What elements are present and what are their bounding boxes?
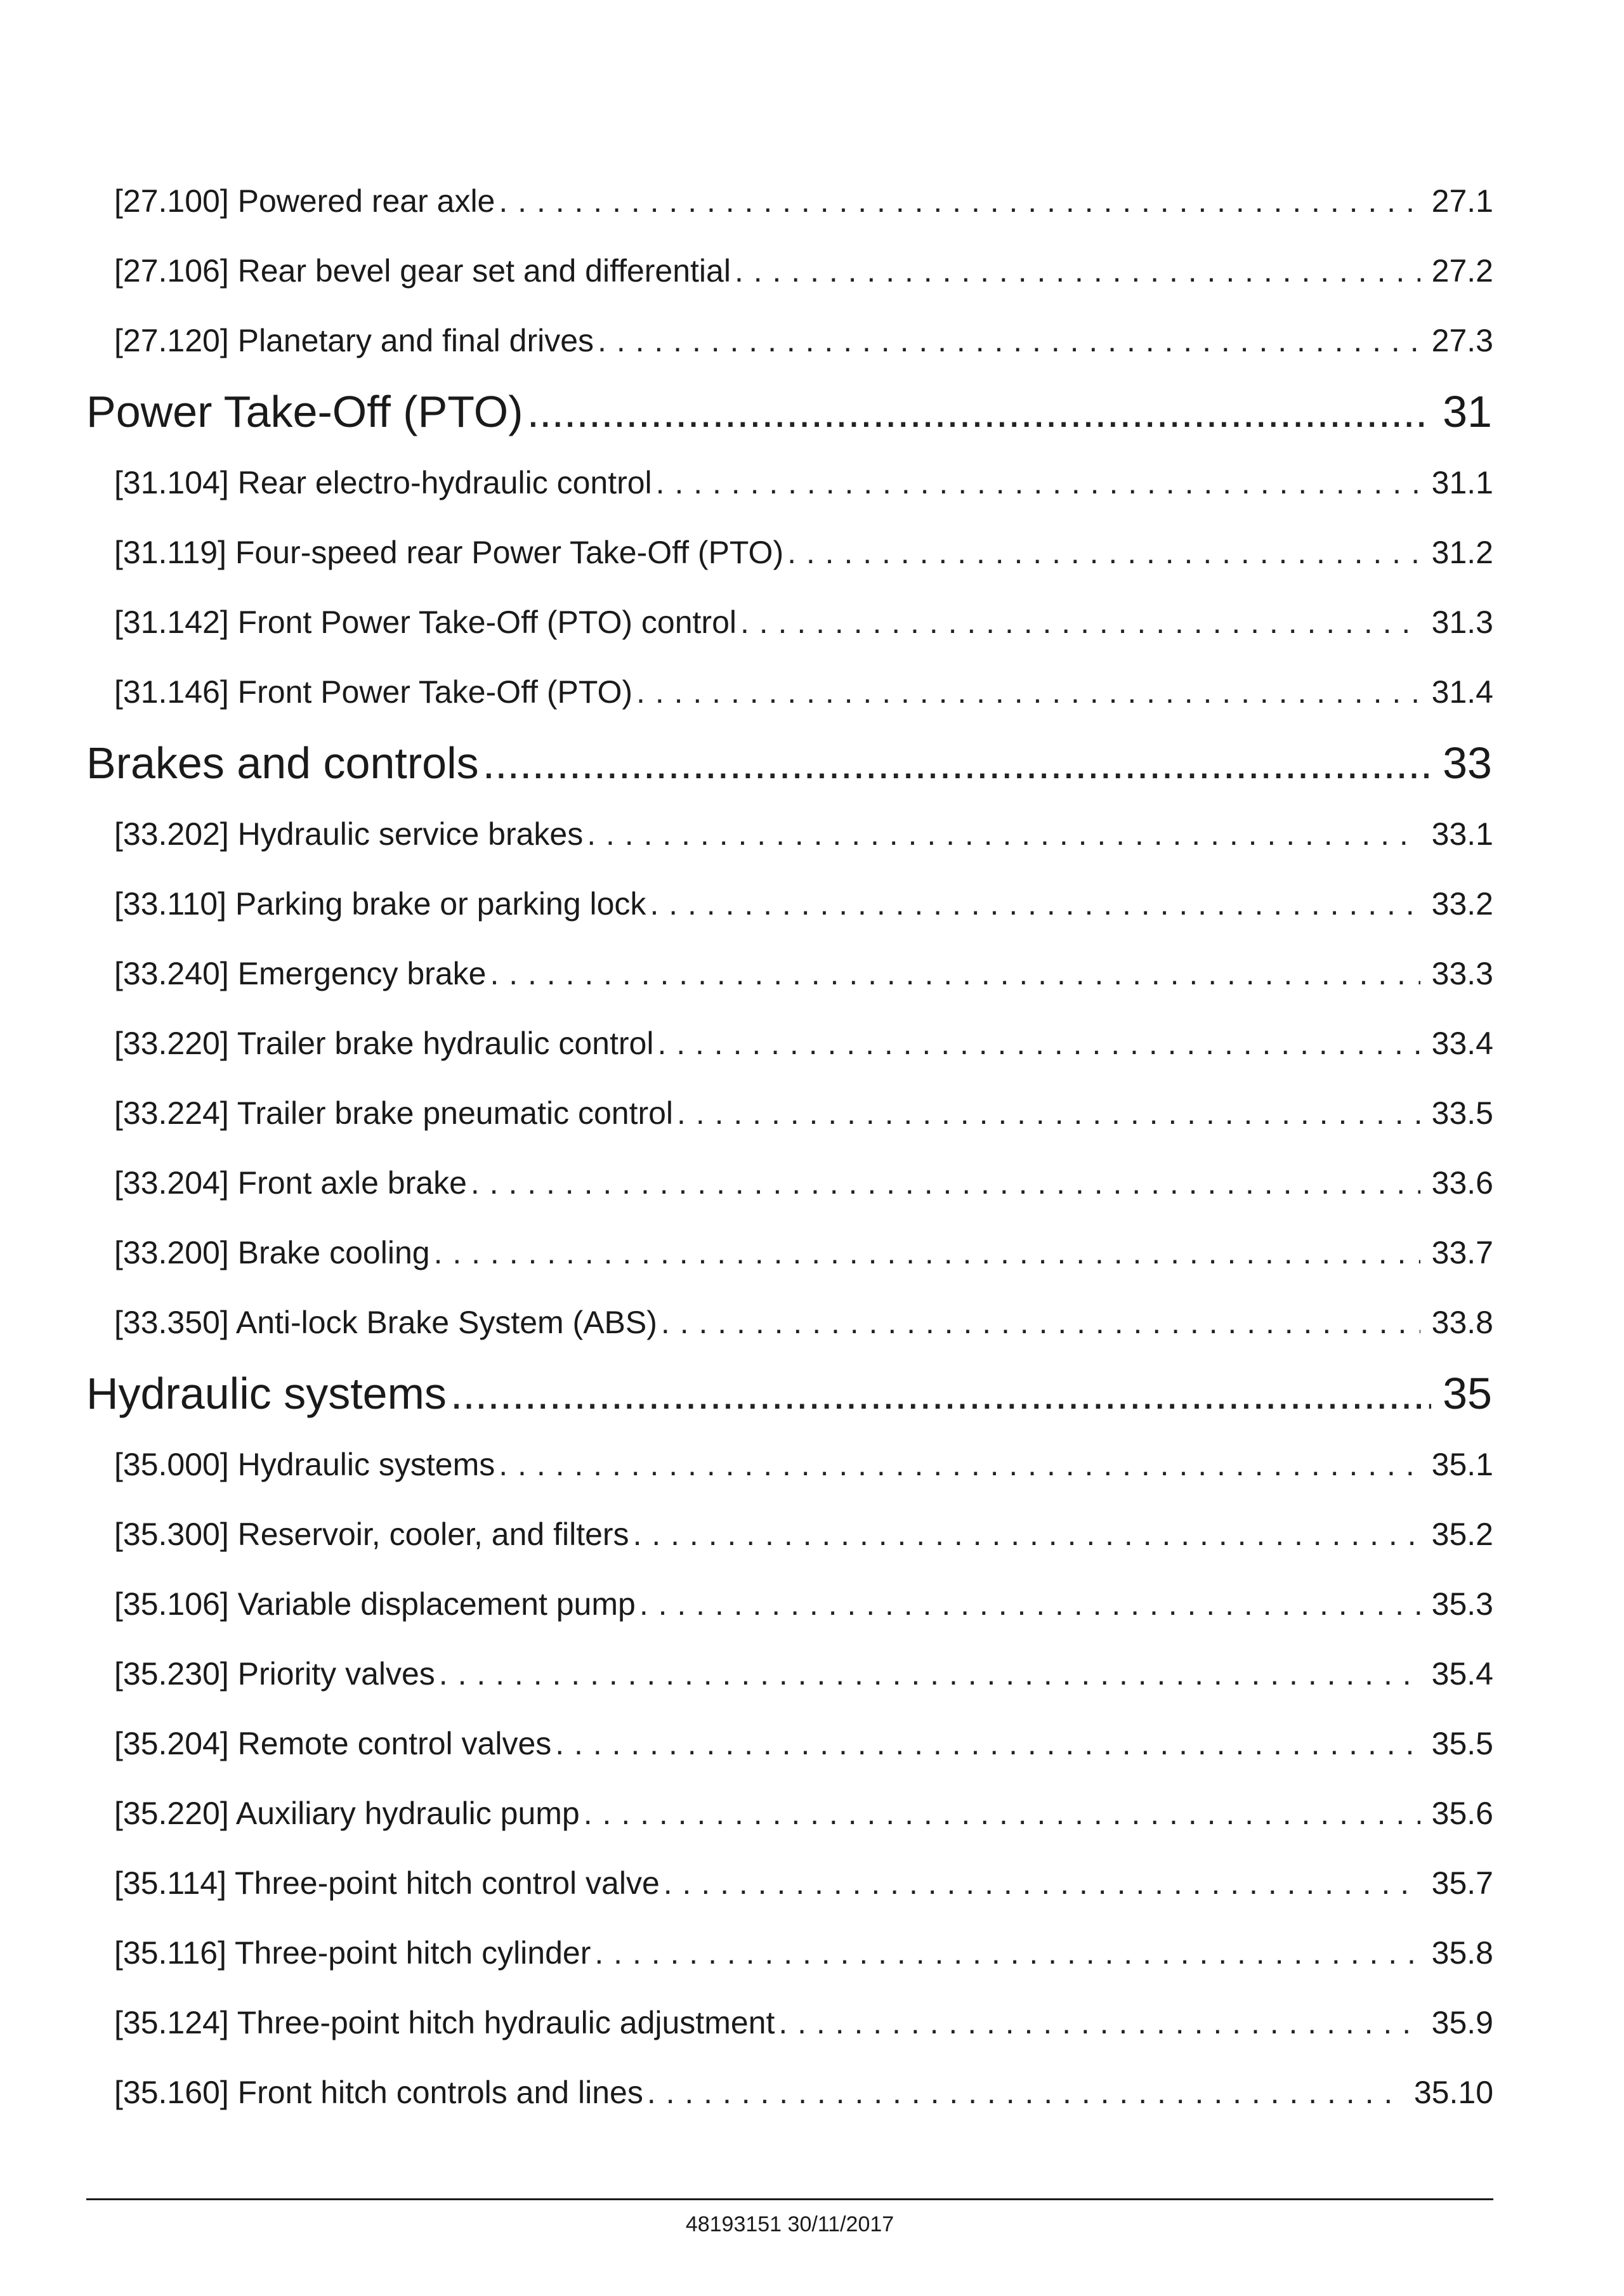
toc-dot-leader bbox=[664, 1848, 1420, 1918]
toc-section-entry[interactable] bbox=[86, 2058, 1493, 2127]
toc-dot-leader bbox=[527, 375, 1432, 448]
toc-page-number: 35.8 bbox=[1431, 1935, 1493, 1971]
toc-section-entry[interactable] bbox=[86, 236, 1493, 306]
toc-page-number: 31 bbox=[1443, 387, 1492, 436]
toc-dot-leader bbox=[483, 727, 1431, 799]
toc-dot-leader bbox=[587, 799, 1420, 869]
toc-page-number: 27.2 bbox=[1431, 253, 1493, 289]
toc-section-entry[interactable] bbox=[86, 1639, 1493, 1709]
toc-dot-leader bbox=[499, 166, 1420, 236]
toc-dot-leader bbox=[450, 1357, 1431, 1430]
toc-page-number: 35.10 bbox=[1413, 2075, 1493, 2110]
toc-section-entry[interactable] bbox=[86, 1778, 1493, 1848]
toc-chapter-title: Hydraulic systems bbox=[86, 1369, 447, 1418]
toc-section-title: [35.116] Three-point hitch cylinder bbox=[114, 1935, 591, 1971]
toc-section-entry[interactable] bbox=[86, 1988, 1493, 2058]
toc-section-title: [31.104] Rear electro-hydraulic control bbox=[114, 465, 652, 500]
toc-section-title: [35.204] Remote control valves bbox=[114, 1726, 552, 1761]
toc-page-number: 31.4 bbox=[1431, 674, 1493, 710]
toc-dot-leader bbox=[740, 587, 1420, 657]
toc-page-number: 33.7 bbox=[1431, 1235, 1493, 1270]
toc-page-number: 35.3 bbox=[1431, 1586, 1493, 1622]
toc-dot-leader bbox=[661, 1288, 1420, 1357]
toc-section-entry[interactable] bbox=[86, 1430, 1493, 1499]
toc-section-entry[interactable] bbox=[86, 1569, 1493, 1639]
toc-page-number: 33.8 bbox=[1431, 1305, 1493, 1340]
toc-section-title: [33.202] Hydraulic service brakes bbox=[114, 816, 584, 852]
toc-dot-leader bbox=[636, 657, 1420, 727]
toc-dot-leader bbox=[657, 1008, 1420, 1078]
toc-section-entry[interactable] bbox=[86, 1499, 1493, 1569]
toc-section-entry[interactable] bbox=[86, 587, 1493, 657]
toc-page-number: 35.6 bbox=[1431, 1796, 1493, 1831]
toc-section-entry[interactable] bbox=[86, 1709, 1493, 1778]
toc-section-entry[interactable] bbox=[86, 939, 1493, 1008]
toc-section-title: [31.119] Four-speed rear Power Take-Off (PTO) bbox=[114, 535, 784, 570]
toc-dot-leader bbox=[555, 1709, 1420, 1778]
toc-page-number: 31.1 bbox=[1431, 465, 1493, 500]
toc-section-title: [31.146] Front Power Take-Off (PTO) bbox=[114, 674, 633, 710]
toc-page-number: 35.9 bbox=[1431, 2005, 1493, 2040]
toc-page-number: 35.2 bbox=[1431, 1517, 1493, 1552]
toc-section-title: [33.220] Trailer brake hydraulic control bbox=[114, 1026, 654, 1061]
toc-chapter-entry[interactable] bbox=[86, 727, 1493, 799]
toc-dot-leader bbox=[499, 1430, 1420, 1499]
toc-section-entry[interactable] bbox=[86, 518, 1493, 587]
toc-page-number: 31.3 bbox=[1431, 604, 1493, 640]
toc-section-entry[interactable] bbox=[86, 166, 1493, 236]
toc-page-number: 35 bbox=[1443, 1369, 1492, 1418]
toc-dot-leader bbox=[471, 1148, 1420, 1218]
toc-chapter-entry[interactable] bbox=[86, 1357, 1493, 1430]
toc-section-title: [33.240] Emergency brake bbox=[114, 956, 487, 991]
toc-page-number: 33.1 bbox=[1431, 816, 1493, 852]
toc-section-entry[interactable] bbox=[86, 1918, 1493, 1988]
toc-page-number: 35.7 bbox=[1431, 1865, 1493, 1901]
toc-section-title: [33.200] Brake cooling bbox=[114, 1235, 430, 1270]
toc-section-entry[interactable] bbox=[86, 799, 1493, 869]
toc-page-number: 31.2 bbox=[1431, 535, 1493, 570]
toc-dot-leader bbox=[439, 1639, 1420, 1709]
toc-page-number: 33.3 bbox=[1431, 956, 1493, 991]
toc-page-number: 33.5 bbox=[1431, 1095, 1493, 1131]
toc-dot-leader bbox=[639, 1569, 1420, 1639]
toc-chapter-entry[interactable] bbox=[86, 375, 1493, 448]
toc-section-title: [27.120] Planetary and final drives bbox=[114, 323, 594, 358]
toc-section-entry[interactable] bbox=[86, 1218, 1493, 1288]
toc-page-number: 33.6 bbox=[1431, 1165, 1493, 1201]
toc-section-title: [33.204] Front axle brake bbox=[114, 1165, 467, 1201]
toc-page-number: 33.4 bbox=[1431, 1026, 1493, 1061]
toc-section-title: [35.124] Three-point hitch hydraulic adjustment bbox=[114, 2005, 775, 2040]
toc-page-number: 35.5 bbox=[1431, 1726, 1493, 1761]
toc-dot-leader bbox=[778, 1988, 1420, 2058]
toc-section-entry[interactable] bbox=[86, 869, 1493, 939]
toc-section-title: [33.224] Trailer brake pneumatic control bbox=[114, 1095, 674, 1131]
toc-section-title: [33.110] Parking brake or parking lock bbox=[114, 886, 646, 922]
toc-section-title: [35.106] Variable displacement pump bbox=[114, 1586, 636, 1622]
toc-section-title: [35.230] Priority valves bbox=[114, 1656, 435, 1692]
toc-page-number: 35.1 bbox=[1431, 1447, 1493, 1482]
toc-dot-leader bbox=[434, 1218, 1420, 1288]
toc-section-title: [35.160] Front hitch controls and lines bbox=[114, 2075, 643, 2110]
toc-page-number: 33.2 bbox=[1431, 886, 1493, 922]
toc-section-entry[interactable] bbox=[86, 1008, 1493, 1078]
toc-dot-leader bbox=[633, 1499, 1420, 1569]
toc-dot-leader bbox=[584, 1778, 1420, 1848]
toc-section-entry[interactable] bbox=[86, 306, 1493, 375]
toc-section-title: [27.106] Rear bevel gear set and differential bbox=[114, 253, 731, 289]
toc-dot-leader bbox=[598, 306, 1420, 375]
footer-divider bbox=[86, 2198, 1493, 2200]
toc-chapter-title: Brakes and controls bbox=[86, 738, 479, 788]
toc-dot-leader bbox=[656, 448, 1420, 518]
toc-dot-leader bbox=[650, 869, 1420, 939]
toc-section-entry[interactable] bbox=[86, 1078, 1493, 1148]
toc-section-title: [35.220] Auxiliary hydraulic pump bbox=[114, 1796, 580, 1831]
toc-section-title: [35.114] Three-point hitch control valve bbox=[114, 1865, 660, 1901]
toc-section-entry[interactable] bbox=[86, 657, 1493, 727]
toc-dot-leader bbox=[787, 518, 1420, 587]
toc-dot-leader bbox=[677, 1078, 1420, 1148]
toc-section-title: [33.350] Anti-lock Brake System (ABS) bbox=[114, 1305, 657, 1340]
toc-page-number: 27.3 bbox=[1431, 323, 1493, 358]
toc-section-title: [35.300] Reservoir, cooler, and filters bbox=[114, 1517, 629, 1552]
footer-document-reference: 48193151 30/11/2017 bbox=[685, 2212, 894, 2236]
toc-dot-leader bbox=[490, 939, 1420, 1008]
toc-chapter-title: Power Take-Off (PTO) bbox=[86, 387, 523, 436]
toc-dot-leader bbox=[647, 2058, 1403, 2127]
toc-section-title: [31.142] Front Power Take-Off (PTO) control bbox=[114, 604, 737, 640]
toc-dot-leader bbox=[594, 1918, 1420, 1988]
toc-section-entry[interactable] bbox=[86, 448, 1493, 518]
toc-dot-leader bbox=[735, 236, 1420, 306]
toc-section-title: [27.100] Powered rear axle bbox=[114, 183, 495, 219]
table-of-contents bbox=[86, 166, 1493, 2127]
toc-page-number: 27.1 bbox=[1431, 183, 1493, 219]
toc-section-title: [35.000] Hydraulic systems bbox=[114, 1447, 495, 1482]
toc-page-number: 33 bbox=[1443, 738, 1492, 788]
toc-section-entry[interactable] bbox=[86, 1148, 1493, 1218]
toc-section-entry[interactable] bbox=[86, 1288, 1493, 1357]
toc-page-number: 35.4 bbox=[1431, 1656, 1493, 1692]
toc-section-entry[interactable] bbox=[86, 1848, 1493, 1918]
